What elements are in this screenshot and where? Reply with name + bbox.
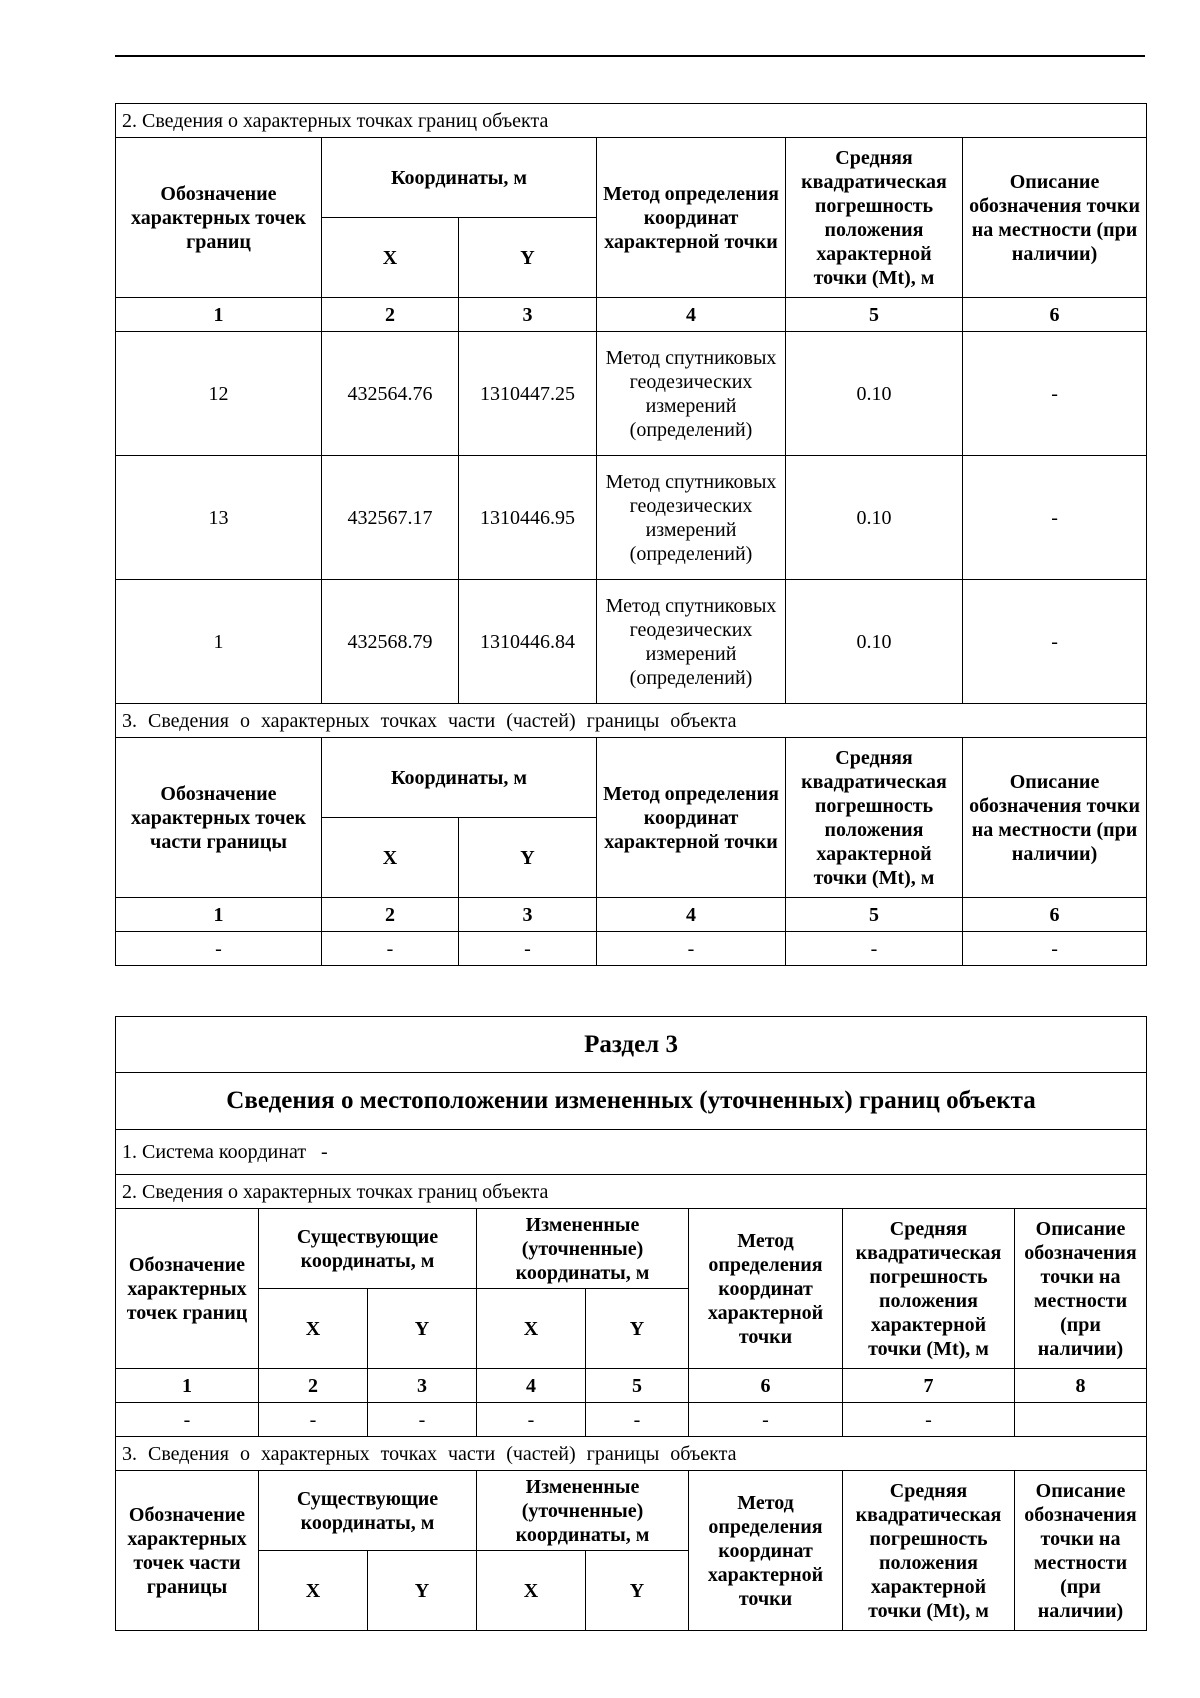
changed-boundaries-table [115, 1016, 1147, 1631]
col-number: 5 [786, 298, 963, 332]
method: Метод спутниковых геодезических измерений (определений) [597, 332, 786, 456]
col-number: 4 [477, 1369, 586, 1403]
cell: - [259, 1403, 368, 1437]
col-number: 1 [116, 298, 322, 332]
header-method: Метод определения координат характерной точки [689, 1471, 843, 1631]
header-point: Обозначение характерных точек границ [116, 138, 322, 298]
point-id: 12 [116, 332, 322, 456]
col-number: 7 [843, 1369, 1015, 1403]
col-number: 3 [368, 1369, 477, 1403]
header-point: Обозначение характерных точек границ [116, 1209, 259, 1369]
col-number: 5 [586, 1369, 689, 1403]
header-existing: Существующие координаты, м [259, 1209, 477, 1289]
col-number: 4 [597, 898, 786, 932]
col-number: 3 [459, 298, 597, 332]
cell: - [843, 1403, 1015, 1437]
col-number: 1 [116, 898, 322, 932]
method: Метод спутниковых геодезических измерений (определений) [597, 456, 786, 580]
point-id: 1 [116, 580, 322, 704]
table-row [116, 332, 1147, 456]
coord-x: 432564.76 [322, 332, 459, 456]
coordinate-system: 1. Система координат - [116, 1130, 1147, 1175]
description: - [963, 580, 1147, 704]
col-number: 2 [322, 298, 459, 332]
cell [1015, 1403, 1147, 1437]
top-rule [115, 55, 1145, 57]
cell: - [368, 1403, 477, 1437]
table-row [116, 580, 1147, 704]
cell: - [116, 1403, 259, 1437]
table-row [116, 1403, 1147, 1437]
error: 0.10 [786, 580, 963, 704]
header-x: X [477, 1289, 586, 1369]
header-x: X [322, 818, 459, 898]
description: - [963, 456, 1147, 580]
cell: - [586, 1403, 689, 1437]
header-x: X [477, 1551, 586, 1631]
col-number: 4 [597, 298, 786, 332]
section-heading: Раздел 3 [116, 1017, 1147, 1073]
header-point: Обозначение характерных точек части границы [116, 738, 322, 898]
header-y: Y [368, 1289, 477, 1369]
col-number: 6 [689, 1369, 843, 1403]
header-changed: Измененные (уточненные) координаты, м [477, 1209, 689, 1289]
table-row [116, 932, 1147, 966]
cell: - [963, 932, 1147, 966]
cell: - [477, 1403, 586, 1437]
col-number: 2 [322, 898, 459, 932]
header-desc: Описание обозначения точки на местности (при наличии) [1015, 1209, 1147, 1369]
col-number: 6 [963, 898, 1147, 932]
header-y: Y [459, 218, 597, 298]
section-2-title: 2. Сведения о характерных точках границ объекта [116, 104, 1147, 138]
col-number: 2 [259, 1369, 368, 1403]
coord-y: 1310447.25 [459, 332, 597, 456]
coord-y: 1310446.84 [459, 580, 597, 704]
header-coords: Координаты, м [322, 138, 597, 218]
col-number: 8 [1015, 1369, 1147, 1403]
header-existing: Существующие координаты, м [259, 1471, 477, 1551]
section-3-title: 3. Сведения о характерных точках части (частей) границы объекта [116, 704, 1147, 738]
header-desc: Описание обозначения точки на местности (при наличии) [963, 738, 1147, 898]
header-error: Средняя квадратическая погрешность положения характерной точки (Mt), м [786, 738, 963, 898]
cell: - [689, 1403, 843, 1437]
col-number: 6 [963, 298, 1147, 332]
header-desc: Описание обозначения точки на местности (при наличии) [963, 138, 1147, 298]
cell: - [116, 932, 322, 966]
cell: - [786, 932, 963, 966]
header-coords: Координаты, м [322, 738, 597, 818]
header-method: Метод определения координат характерной точки [597, 138, 786, 298]
header-y: Y [459, 818, 597, 898]
part-2-title: 2. Сведения о характерных точках границ объекта [116, 1175, 1147, 1209]
cell: - [322, 932, 459, 966]
coord-x: 432568.79 [322, 580, 459, 704]
header-desc: Описание обозначения точки на местности (при наличии) [1015, 1471, 1147, 1631]
header-y: Y [368, 1551, 477, 1631]
error: 0.10 [786, 332, 963, 456]
cell: - [597, 932, 786, 966]
boundary-points-table [115, 103, 1147, 966]
part-3-title: 3. Сведения о характерных точках части (частей) границы объекта [116, 1437, 1147, 1471]
table-row [116, 456, 1147, 580]
header-point: Обозначение характерных точек части границы [116, 1471, 259, 1631]
section-subheading: Сведения о местоположении измененных (уточненных) границ объекта [116, 1073, 1147, 1130]
header-error: Средняя квадратическая погрешность положения характерной точки (Mt), м [843, 1471, 1015, 1631]
method: Метод спутниковых геодезических измерений (определений) [597, 580, 786, 704]
col-number: 5 [786, 898, 963, 932]
coord-y: 1310446.95 [459, 456, 597, 580]
col-number: 3 [459, 898, 597, 932]
point-id: 13 [116, 456, 322, 580]
col-number: 1 [116, 1369, 259, 1403]
header-x: X [322, 218, 459, 298]
description: - [963, 332, 1147, 456]
header-error: Средняя квадратическая погрешность положения характерной точки (Mt), м [786, 138, 963, 298]
header-changed: Измененные (уточненные) координаты, м [477, 1471, 689, 1551]
error: 0.10 [786, 456, 963, 580]
header-error: Средняя квадратическая погрешность положения характерной точки (Mt), м [843, 1209, 1015, 1369]
header-y: Y [586, 1289, 689, 1369]
header-y: Y [586, 1551, 689, 1631]
header-method: Метод определения координат характерной точки [689, 1209, 843, 1369]
header-method: Метод определения координат характерной точки [597, 738, 786, 898]
cell: - [459, 932, 597, 966]
coord-x: 432567.17 [322, 456, 459, 580]
header-x: X [259, 1289, 368, 1369]
header-x: X [259, 1551, 368, 1631]
